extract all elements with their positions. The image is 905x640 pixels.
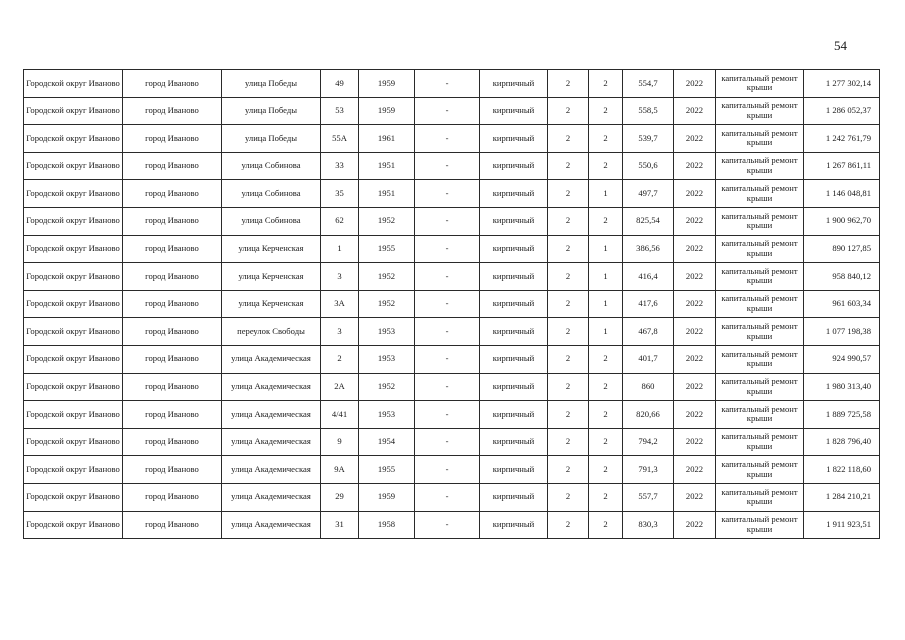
cell-cost: 1 146 048,81 [804,180,880,208]
cell-street: улица Академическая [222,483,321,511]
cell-cost: 958 840,12 [804,263,880,291]
cell-city: город Иваново [123,97,222,125]
cell-house-number: 3 [321,263,359,291]
table-row [24,70,880,98]
cell-plan-year: 2022 [674,152,716,180]
cell-district: Городской округ Иваново [24,235,123,263]
cell-plan-year: 2022 [674,235,716,263]
cell-cost: 1 911 923,51 [804,511,880,539]
cell-house-number: 2А [321,373,359,401]
table-row [24,373,880,401]
cell-dash: - [415,70,480,98]
cell-work-type: капитальный ремонт крыши [716,125,804,153]
cell-work-type: капитальный ремонт крыши [716,428,804,456]
cell-city: город Иваново [123,511,222,539]
cell-street: улица Академическая [222,511,321,539]
cell-floors: 2 [548,207,589,235]
cell-wall-material: кирпичный [480,428,548,456]
cell-floors: 2 [548,373,589,401]
cell-cost: 1 889 725,58 [804,401,880,429]
cell-floors: 2 [548,428,589,456]
cell-area: 467,8 [623,318,674,346]
cell-city: город Иваново [123,483,222,511]
cell-area: 416,4 [623,263,674,291]
cell-build-year: 1951 [359,152,415,180]
cell-area: 558,5 [623,97,674,125]
cell-work-type: капитальный ремонт крыши [716,263,804,291]
cell-entrances: 1 [589,235,623,263]
cell-wall-material: кирпичный [480,373,548,401]
cell-area: 497,7 [623,180,674,208]
cell-district: Городской округ Иваново [24,373,123,401]
cell-house-number: 53 [321,97,359,125]
cell-work-type: капитальный ремонт крыши [716,152,804,180]
cell-plan-year: 2022 [674,180,716,208]
cell-street: улица Керченская [222,290,321,318]
cell-street: улица Керченская [222,235,321,263]
table-row [24,180,880,208]
table-row [24,428,880,456]
cell-wall-material: кирпичный [480,456,548,484]
cell-house-number: 1 [321,235,359,263]
cell-dash: - [415,401,480,429]
cell-house-number: 29 [321,483,359,511]
cell-work-type: капитальный ремонт крыши [716,97,804,125]
cell-cost: 1 900 962,70 [804,207,880,235]
cell-district: Городской округ Иваново [24,511,123,539]
cell-house-number: 2 [321,345,359,373]
cell-district: Городской округ Иваново [24,152,123,180]
cell-floors: 2 [548,318,589,346]
cell-plan-year: 2022 [674,401,716,429]
cell-area: 860 [623,373,674,401]
cell-area: 386,56 [623,235,674,263]
cell-floors: 2 [548,511,589,539]
cell-entrances: 2 [589,345,623,373]
cell-dash: - [415,180,480,208]
table-row [24,97,880,125]
cell-area: 820,66 [623,401,674,429]
cell-house-number: 9 [321,428,359,456]
cell-area: 830,3 [623,511,674,539]
cell-wall-material: кирпичный [480,511,548,539]
cell-area: 401,7 [623,345,674,373]
cell-build-year: 1955 [359,235,415,263]
cell-cost: 1 828 796,40 [804,428,880,456]
cell-area: 417,6 [623,290,674,318]
cell-district: Городской округ Иваново [24,125,123,153]
cell-dash: - [415,373,480,401]
cell-entrances: 2 [589,152,623,180]
cell-wall-material: кирпичный [480,401,548,429]
cell-build-year: 1959 [359,70,415,98]
cell-house-number: 3 [321,318,359,346]
cell-district: Городской округ Иваново [24,180,123,208]
cell-city: город Иваново [123,125,222,153]
cell-build-year: 1952 [359,373,415,401]
cell-entrances: 2 [589,483,623,511]
cell-build-year: 1952 [359,263,415,291]
cell-district: Городской округ Иваново [24,97,123,125]
cell-plan-year: 2022 [674,345,716,373]
cell-wall-material: кирпичный [480,290,548,318]
cell-city: город Иваново [123,290,222,318]
cell-street: улица Академическая [222,456,321,484]
cell-street: улица Академическая [222,428,321,456]
cell-house-number: 9А [321,456,359,484]
cell-entrances: 2 [589,401,623,429]
cell-work-type: капитальный ремонт крыши [716,373,804,401]
cell-floors: 2 [548,290,589,318]
cell-plan-year: 2022 [674,511,716,539]
cell-house-number: 33 [321,152,359,180]
cell-plan-year: 2022 [674,318,716,346]
table-row [24,290,880,318]
cell-area: 539,7 [623,125,674,153]
cell-dash: - [415,263,480,291]
cell-floors: 2 [548,180,589,208]
cell-area: 794,2 [623,428,674,456]
cell-plan-year: 2022 [674,125,716,153]
cell-cost: 890 127,85 [804,235,880,263]
cell-build-year: 1953 [359,318,415,346]
cell-entrances: 2 [589,428,623,456]
cell-cost: 1 822 118,60 [804,456,880,484]
cell-dash: - [415,290,480,318]
cell-build-year: 1952 [359,207,415,235]
cell-plan-year: 2022 [674,428,716,456]
cell-build-year: 1954 [359,428,415,456]
table-body [24,70,880,539]
table-row [24,263,880,291]
cell-work-type: капитальный ремонт крыши [716,207,804,235]
table-row [24,511,880,539]
cell-work-type: капитальный ремонт крыши [716,235,804,263]
cell-wall-material: кирпичный [480,318,548,346]
table-row [24,483,880,511]
cell-plan-year: 2022 [674,207,716,235]
cell-entrances: 2 [589,70,623,98]
cell-city: город Иваново [123,152,222,180]
cell-cost: 961 603,34 [804,290,880,318]
table-row [24,152,880,180]
cell-build-year: 1958 [359,511,415,539]
cell-city: город Иваново [123,401,222,429]
cell-floors: 2 [548,345,589,373]
cell-city: город Иваново [123,207,222,235]
cell-cost: 1 980 313,40 [804,373,880,401]
cell-city: город Иваново [123,428,222,456]
cell-build-year: 1951 [359,180,415,208]
cell-plan-year: 2022 [674,373,716,401]
cell-dash: - [415,125,480,153]
cell-entrances: 2 [589,511,623,539]
cell-dash: - [415,152,480,180]
cell-area: 554,7 [623,70,674,98]
cell-district: Городской округ Иваново [24,456,123,484]
cell-floors: 2 [548,97,589,125]
cell-plan-year: 2022 [674,290,716,318]
cell-build-year: 1953 [359,345,415,373]
cell-entrances: 2 [589,456,623,484]
cell-district: Городской округ Иваново [24,207,123,235]
cell-floors: 2 [548,263,589,291]
table-row [24,235,880,263]
cell-wall-material: кирпичный [480,263,548,291]
cell-build-year: 1961 [359,125,415,153]
cell-build-year: 1953 [359,401,415,429]
cell-cost: 1 267 861,11 [804,152,880,180]
cell-area: 791,3 [623,456,674,484]
cell-city: город Иваново [123,180,222,208]
cell-district: Городской округ Иваново [24,263,123,291]
cell-dash: - [415,207,480,235]
cell-dash: - [415,511,480,539]
cell-house-number: 31 [321,511,359,539]
cell-work-type: капитальный ремонт крыши [716,70,804,98]
cell-city: город Иваново [123,70,222,98]
cell-cost: 1 286 052,37 [804,97,880,125]
cell-work-type: капитальный ремонт крыши [716,180,804,208]
cell-entrances: 2 [589,207,623,235]
cell-entrances: 1 [589,263,623,291]
cell-street: улица Собинова [222,207,321,235]
cell-house-number: 3А [321,290,359,318]
cell-city: город Иваново [123,456,222,484]
cell-street: улица Собинова [222,152,321,180]
cell-street: улица Керченская [222,263,321,291]
cell-plan-year: 2022 [674,97,716,125]
cell-district: Городской округ Иваново [24,70,123,98]
cell-dash: - [415,97,480,125]
cell-work-type: капитальный ремонт крыши [716,401,804,429]
cell-plan-year: 2022 [674,70,716,98]
cell-cost: 1 077 198,38 [804,318,880,346]
table-row [24,401,880,429]
cell-entrances: 2 [589,97,623,125]
cell-area: 550,6 [623,152,674,180]
cell-house-number: 4/41 [321,401,359,429]
cell-street: переулок Свободы [222,318,321,346]
table-row [24,207,880,235]
cell-work-type: капитальный ремонт крыши [716,318,804,346]
cell-entrances: 2 [589,373,623,401]
cell-build-year: 1959 [359,483,415,511]
cell-dash: - [415,428,480,456]
page-number: 54 [834,38,847,53]
cell-house-number: 55А [321,125,359,153]
cell-work-type: капитальный ремонт крыши [716,511,804,539]
cell-street: улица Победы [222,97,321,125]
cell-wall-material: кирпичный [480,125,548,153]
cell-wall-material: кирпичный [480,345,548,373]
cell-cost: 1 277 302,14 [804,70,880,98]
cell-floors: 2 [548,125,589,153]
cell-district: Городской округ Иваново [24,290,123,318]
cell-house-number: 49 [321,70,359,98]
cell-work-type: капитальный ремонт крыши [716,290,804,318]
cell-floors: 2 [548,401,589,429]
cell-dash: - [415,483,480,511]
cell-entrances: 1 [589,318,623,346]
cell-wall-material: кирпичный [480,180,548,208]
cell-street: улица Академическая [222,345,321,373]
cell-floors: 2 [548,235,589,263]
cell-wall-material: кирпичный [480,152,548,180]
cell-cost: 1 284 210,21 [804,483,880,511]
cell-plan-year: 2022 [674,263,716,291]
cell-entrances: 2 [589,125,623,153]
cell-district: Городской округ Иваново [24,401,123,429]
cell-plan-year: 2022 [674,456,716,484]
cell-dash: - [415,235,480,263]
cell-street: улица Победы [222,70,321,98]
cell-district: Городской округ Иваново [24,318,123,346]
table-row [24,318,880,346]
housing-registry-table [23,69,880,539]
cell-wall-material: кирпичный [480,483,548,511]
cell-dash: - [415,345,480,373]
cell-dash: - [415,456,480,484]
cell-house-number: 62 [321,207,359,235]
cell-cost: 924 990,57 [804,345,880,373]
cell-wall-material: кирпичный [480,97,548,125]
cell-district: Городской округ Иваново [24,345,123,373]
cell-area: 825,54 [623,207,674,235]
cell-house-number: 35 [321,180,359,208]
cell-floors: 2 [548,483,589,511]
cell-dash: - [415,318,480,346]
cell-work-type: капитальный ремонт крыши [716,345,804,373]
cell-district: Городской округ Иваново [24,428,123,456]
cell-wall-material: кирпичный [480,70,548,98]
cell-work-type: капитальный ремонт крыши [716,456,804,484]
cell-street: улица Академическая [222,401,321,429]
cell-area: 557,7 [623,483,674,511]
cell-build-year: 1955 [359,456,415,484]
cell-build-year: 1952 [359,290,415,318]
cell-work-type: капитальный ремонт крыши [716,483,804,511]
cell-entrances: 1 [589,180,623,208]
cell-street: улица Победы [222,125,321,153]
cell-floors: 2 [548,152,589,180]
cell-floors: 2 [548,70,589,98]
cell-city: город Иваново [123,318,222,346]
table-row [24,125,880,153]
cell-city: город Иваново [123,373,222,401]
cell-floors: 2 [548,456,589,484]
cell-street: улица Академическая [222,373,321,401]
cell-entrances: 1 [589,290,623,318]
cell-district: Городской округ Иваново [24,483,123,511]
cell-wall-material: кирпичный [480,207,548,235]
cell-cost: 1 242 761,79 [804,125,880,153]
cell-plan-year: 2022 [674,483,716,511]
cell-street: улица Собинова [222,180,321,208]
table-row [24,345,880,373]
cell-city: город Иваново [123,235,222,263]
table-row [24,456,880,484]
cell-city: город Иваново [123,345,222,373]
cell-city: город Иваново [123,263,222,291]
cell-wall-material: кирпичный [480,235,548,263]
cell-build-year: 1959 [359,97,415,125]
